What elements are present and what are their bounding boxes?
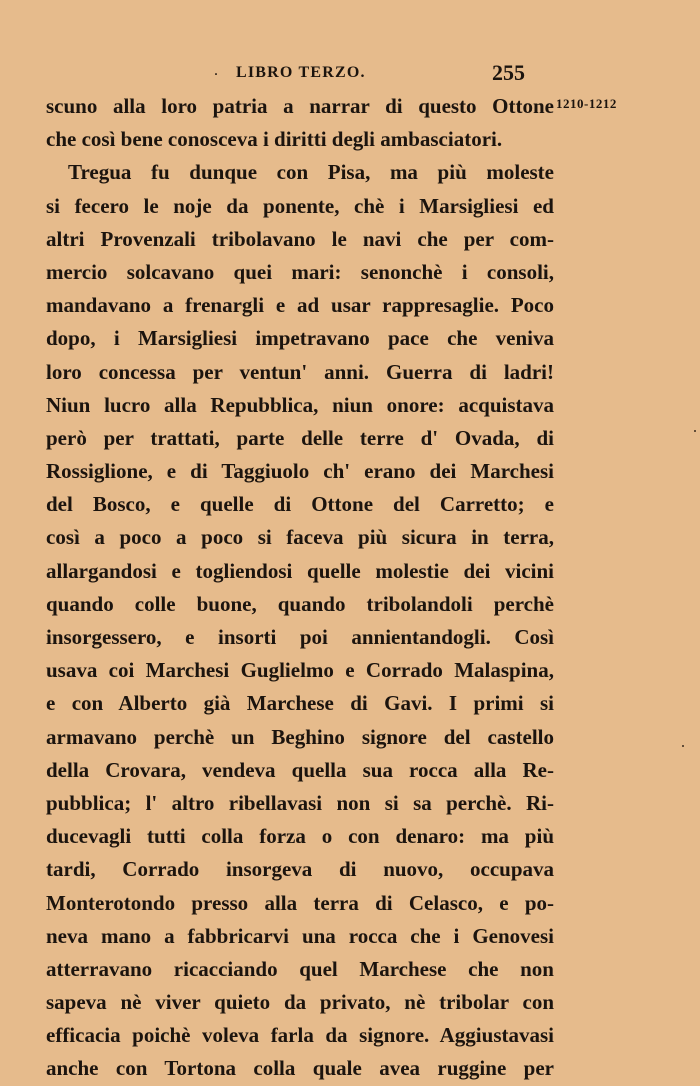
header-mark: . — [214, 62, 218, 79]
text-line: pubblica; l' altro ribellavasi non si sa perchè. Ri- — [46, 790, 554, 815]
text-line: Monterotondo presso alla terra di Celasco, e po- — [46, 890, 554, 915]
text-line: altri Provenzali tribolavano le navi che per com- — [46, 226, 554, 251]
text-line: loro concessa per ventun' anni. Guerra di ladri! — [46, 359, 554, 384]
text-line: mandavano a frenargli e ad usar rappresaglie. Poco — [46, 293, 554, 318]
text-line: anche con Tortona colla quale avea ruggine per — [46, 1056, 554, 1081]
text-line: scuno alla loro patria a narrar di questo Ottone — [46, 94, 554, 118]
text-line: Rossiglione, e di Taggiuolo ch' erano dei Marchesi — [46, 459, 554, 484]
text-line: quando colle buone, quando tribolandoli perchè — [46, 591, 554, 616]
page-number: 255 — [492, 60, 525, 85]
text-line: sapeva nè viver quieto da privato, nè tribolar con — [46, 990, 554, 1015]
text-line: mercio solcavano quei mari: senonchè i consoli, — [46, 259, 554, 284]
text-line: atterravano ricacciando quel Marchese che non — [46, 956, 554, 981]
text-line: e con Alberto già Marchese di Gavi. I primi si — [46, 691, 554, 716]
text-line: efficacia poichè voleva farla da signore. Aggiustavasi — [46, 1023, 554, 1048]
text-line: però per trattati, parte delle terre d' Ovada, di — [46, 425, 554, 450]
text-line: si fecero le noje da ponente, chè i Marsigliesi ed — [46, 193, 554, 218]
page-header — [0, 60, 700, 88]
running-title: LIBRO TERZO. — [236, 64, 366, 81]
text-line: usava coi Marchesi Guglielmo e Corrado Malaspina, — [46, 658, 554, 683]
body-text — [46, 90, 554, 1086]
text-line: Niun lucro alla Repubblica, niun onore: acquistava — [46, 392, 554, 417]
text-line: tardi, Corrado insorgeva di nuovo, occupava — [46, 857, 554, 882]
paragraph-start-line: Tregua fu dunque con Pisa, ma più moleste — [68, 160, 554, 185]
text-line: della Crovara, vendeva quella sua rocca alla Re- — [46, 757, 554, 782]
text-line: così a poco a poco si faceva più sicura in terra, — [46, 525, 554, 550]
text-line: armavano perchè un Beghino signore del castello — [46, 724, 554, 749]
text-line: insorgessero, e insorti poi annientandogli. Così — [46, 625, 554, 649]
text-line: ducevagli tutti colla forza o con denaro: ma più — [46, 824, 554, 849]
margin-date-note: 1210-1212 — [556, 96, 617, 111]
text-line: dopo, i Marsigliesi impetravano pace che veniva — [46, 326, 554, 351]
print-speck — [682, 745, 684, 747]
text-line: del Bosco, e quelle di Ottone del Carretto; e — [46, 492, 554, 517]
print-speck — [694, 430, 696, 432]
text-line: neva mano a fabbricarvi una rocca che i Genovesi — [46, 923, 554, 948]
text-line: allargandosi e togliendosi quelle molestie dei vicini — [46, 558, 554, 583]
text-line: che così bene conosceva i diritti degli ambasciatori. — [46, 127, 503, 152]
